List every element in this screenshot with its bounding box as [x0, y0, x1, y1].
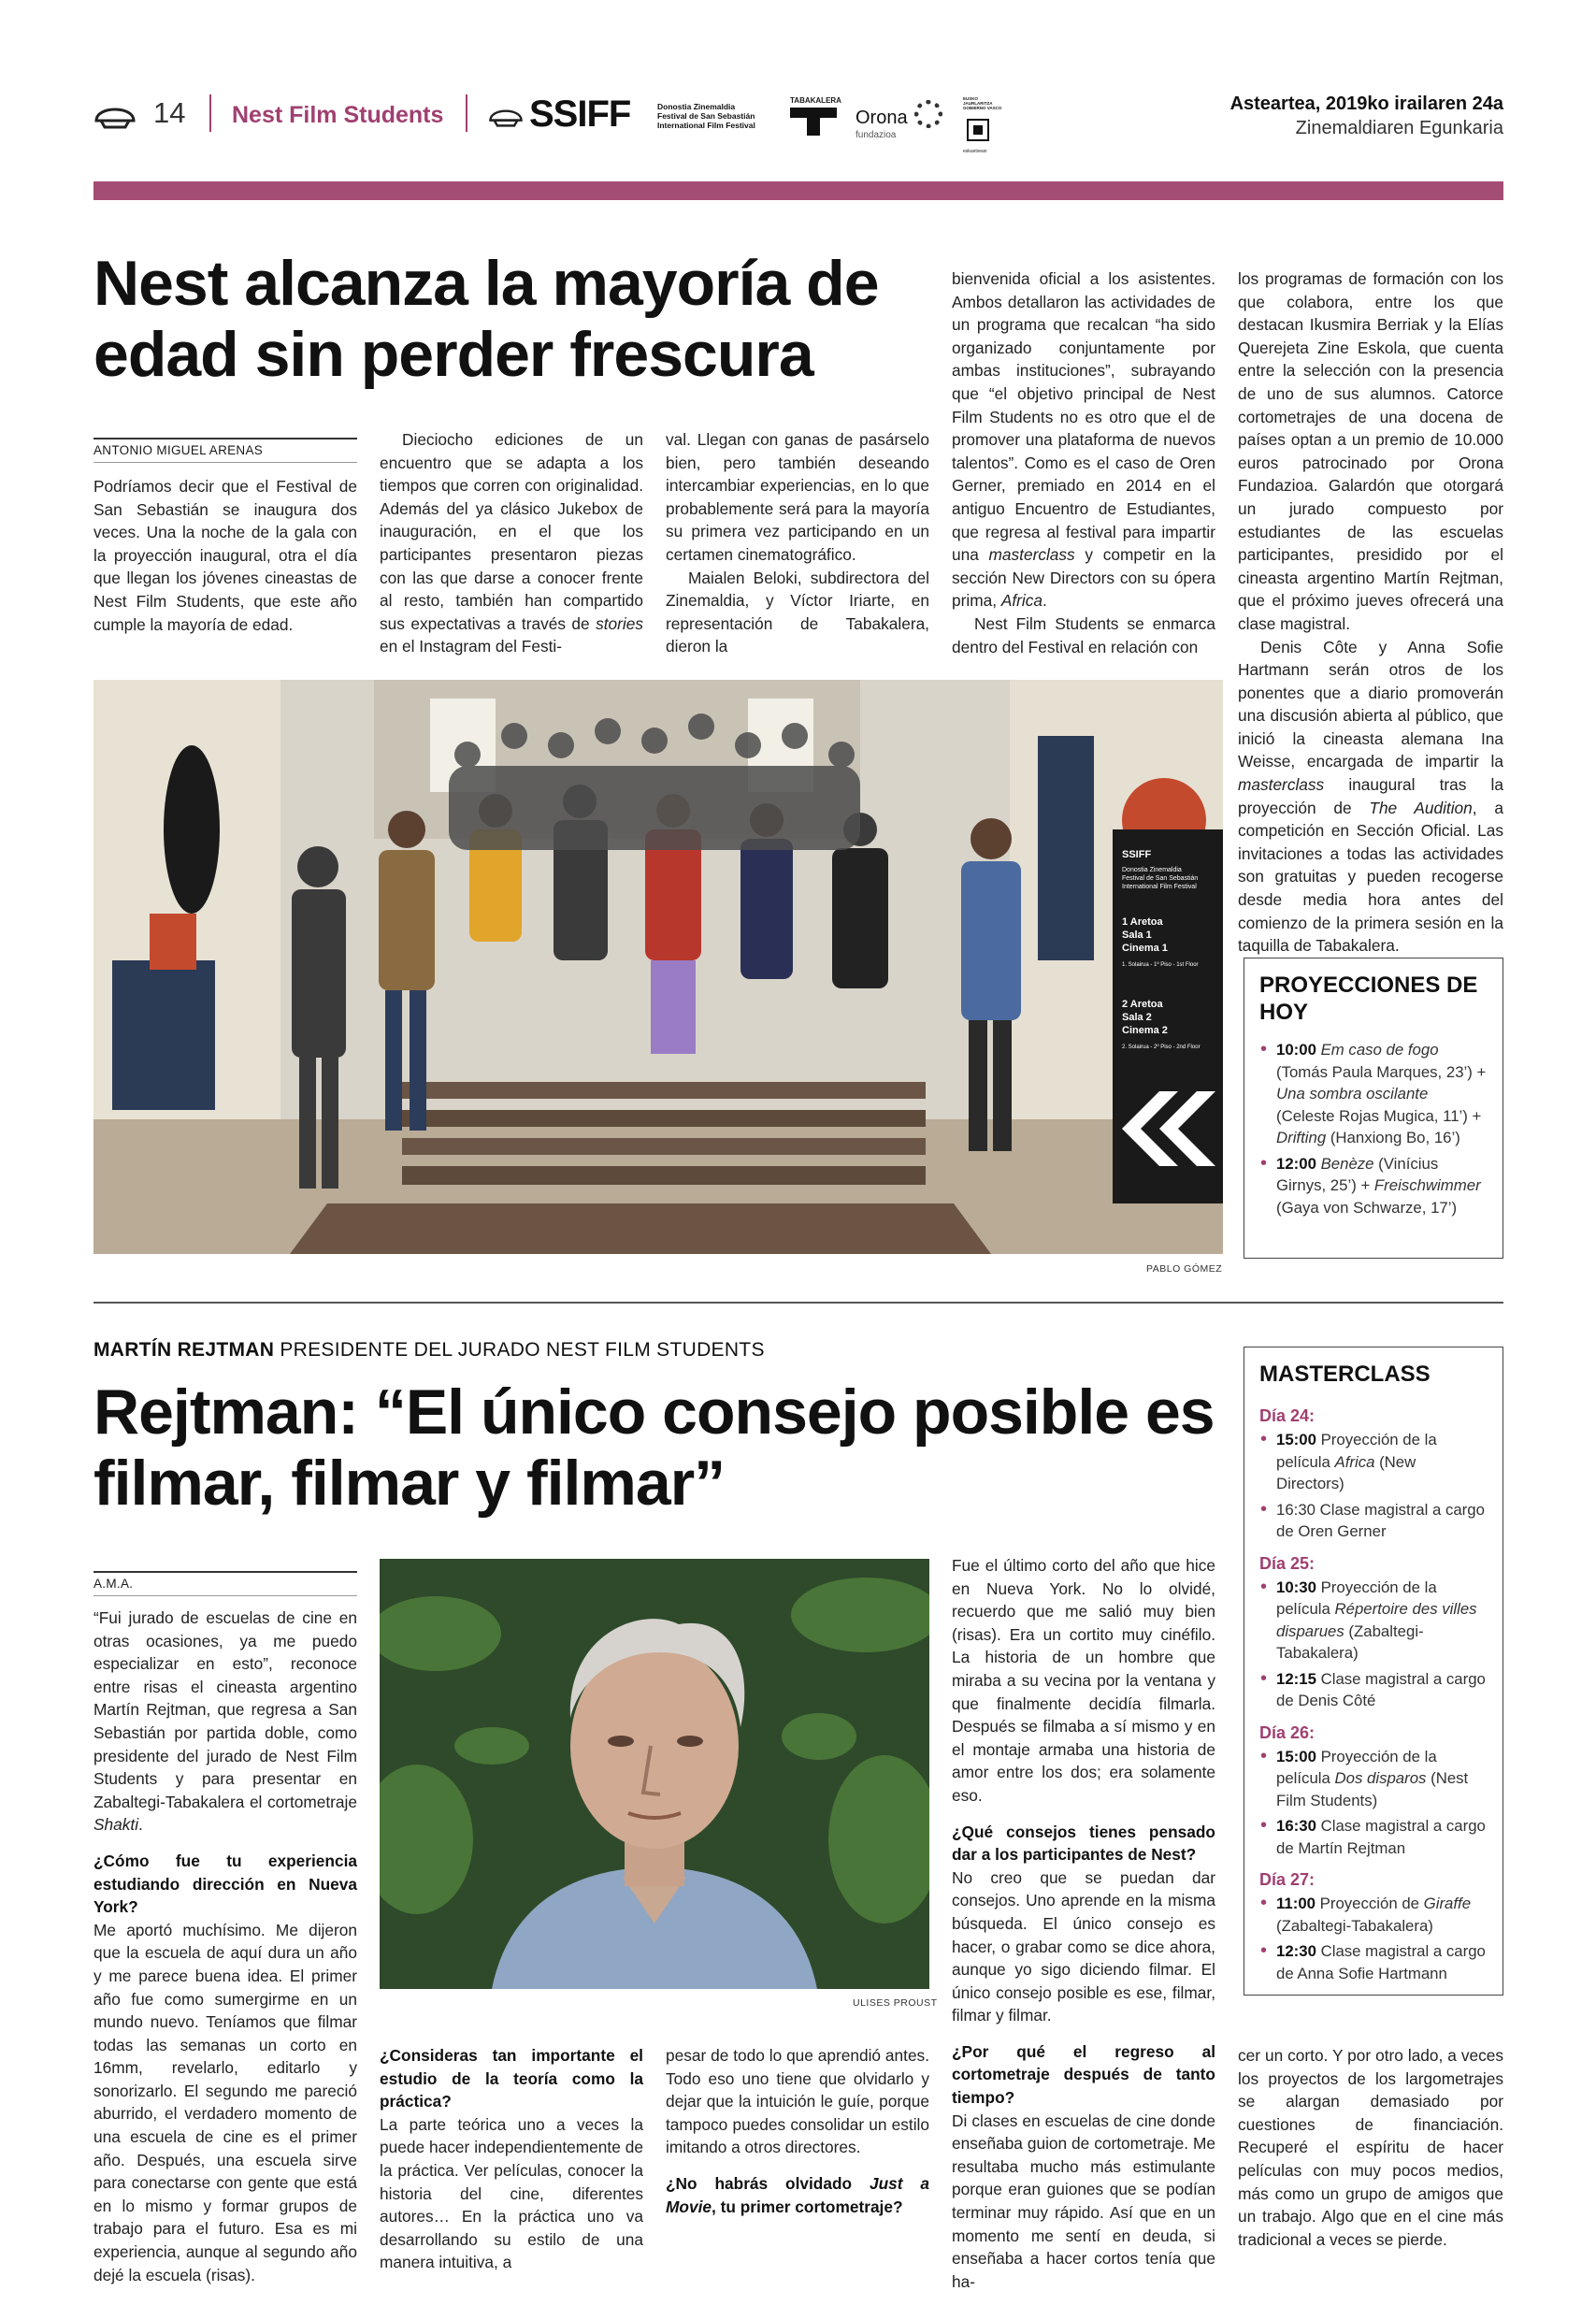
session-item: • 12:30 Clase magistral a cargo de Anna Sofie Hartmann	[1259, 1940, 1488, 1984]
orona-logo: Orona fundazioa	[856, 98, 944, 139]
svg-text:1. Solairua - 1º Piso - 1st Fl: 1. Solairua - 1º Piso - 1st Floor	[1122, 962, 1199, 968]
svg-text:Sala 1: Sala 1	[1122, 929, 1152, 941]
svg-text:Donostia Zinemaldia: Donostia Zinemaldia	[1122, 867, 1182, 873]
interview-column-4: Fue el último corto del año que hice en Nueva York. No lo olvidé, recuerdo que me salió muy bien (risas). Era un cortito muy cinéfilo. La historia de un hombre que miraba a su vecina por la ventana y que finalmente decidía filmarla. Después se filmaba a sí mismo y en el montaje armaba una historia de amor entre los dos; era solamente eso. ¿Qué consejos tienes pensado dar a los participantes de Nest? No creo que se puedan dar consejos. Uno aprende en la misma búsqueda. El único consejo es hacer, o grabar como se dice ahora, aunque yo sigo diciendo filmar. El único consejo posible es ese, filmar, filmar y filmar. ¿Por qué el regreso al cortometraje después de tanto tiempo? Di clases en escuelas de cine donde enseñaba guion de cortometraje. Me resultaba mucho más estimulante porque eran guiones que se podían terminar muy rápido. Así que en un momento me sentí en deuda, si enseñaba a hacer cortos tenía que ha-	[952, 1556, 1215, 2291]
section-title: Nest Film Students	[232, 102, 444, 128]
day-sessions	[1259, 1577, 1488, 1712]
item-time: 15:00	[1276, 1431, 1321, 1448]
svg-text:2. Solairua - 2º Piso - 2nd Fl: 2. Solairua - 2º Piso - 2nd Floor	[1122, 1045, 1201, 1050]
svg-text:Cinema 1: Cinema 1	[1122, 943, 1168, 954]
svg-text:1 Aretoa: 1 Aretoa	[1122, 916, 1163, 928]
byline: A.M.A.	[93, 1571, 357, 1596]
session-item: • 12:15 Clase magistral a cargo de Denis Côté	[1259, 1668, 1488, 1712]
issue-date: Asteartea, 2019ko irailaren 24a	[1229, 94, 1503, 114]
divider	[209, 94, 211, 132]
paper-name: Zinemaldiaren Egunkaria	[1295, 118, 1503, 138]
interview-column-3: pesar de todo lo que aprendió antes. Todo eso uno tiene que olvidarlo y dejar que la intuición le guíe, porque tampoco puedes consolidar un estilo imitando a otros directores. ¿No habrás olvidado Just a Movie, tu primer cortometraje?	[666, 2046, 929, 2216]
svg-text:Sala 2: Sala 2	[1122, 1012, 1152, 1023]
article-column-4: bienvenida oficial a los asistentes. Ambos detallaron las actividades de un programa que recalcan “ha sido organizado conjuntamente por ambas instituciones”, subrayando que “el objetivo principal de Nest Film Students no es otro que el de promover una plataforma de nuevos talentos”. Como es el caso de Oren Gerner, premiado en 2014 en el antiguo Encuentro de Estudiantes, que regresa al festival para impartir una masterclass y competir en la sección New Directors con su ópera prima, Africa. Nest Film Students se enmarca dentro del Festival en relación con	[952, 269, 1215, 656]
group-photo	[93, 680, 1223, 1254]
festival-logo: SSIFF	[529, 94, 631, 135]
sidebar-title: MASTERCLASS	[1259, 1362, 1431, 1387]
screening-item: • 12:00 Benèze (Vinícius Girnys, 25’) + Freischwimmer (Gaya von Schwarze, 17’)	[1259, 1153, 1488, 1219]
session-item: • 11:00 Proyección de Giraffe (Zabaltegi-Tabakalera)	[1259, 1893, 1488, 1937]
item-time: 10:30	[1276, 1578, 1321, 1596]
item-time: 12:30	[1276, 1942, 1321, 1960]
screenings-sidebar	[1244, 958, 1503, 1259]
screening-item: • 10:00 Em caso de fogo (Tomás Paula Marques, 23’) + Una sombra oscilante (Celeste Rojas Mugica, 11’) + Drifting (Hanxiong Bo, 16’)	[1259, 1039, 1488, 1149]
item-time: 11:00	[1276, 1895, 1320, 1912]
session-item: • 15:00 Proyección de la película Dos disparos (Nest Film Students)	[1259, 1746, 1488, 1812]
photo-credit: ULISES PROUST	[853, 1997, 938, 2009]
government-logo: EUSKO JAURLARITZA GOBIERNO VASCO eskuetxean	[963, 96, 1002, 154]
shell-logo-icon	[488, 100, 524, 128]
photo-credit: PABLO GÓMEZ	[1146, 1263, 1223, 1275]
session-item: • 10:30 Proyección de la película Répertoire des villes disparues (Zabaltegi-Tabakalera)	[1259, 1577, 1488, 1664]
session-item: • 16:30 Clase magistral a cargo de Martín Rejtman	[1259, 1815, 1488, 1859]
day-label: Día 25:	[1259, 1553, 1316, 1573]
day-label: Día 24:	[1259, 1406, 1316, 1425]
day-label: Día 27:	[1259, 1870, 1316, 1889]
day-sessions	[1259, 1893, 1488, 1984]
header-color-band	[93, 181, 1503, 200]
article-kicker: MARTÍN REJTMAN PRESIDENTE DEL JURADO NEST FILM STUDENTS	[93, 1339, 765, 1361]
session-item: • 15:00 Proyección de la película Africa (New Directors)	[1259, 1429, 1488, 1495]
session-item: • 16:30 Clase magistral a cargo de Oren Gerner	[1259, 1499, 1488, 1543]
page-header	[93, 89, 1503, 178]
section-divider	[93, 1302, 1503, 1304]
sidebar-title: PROYECCIONES DE HOY	[1259, 973, 1478, 1025]
sign-logo: SSIFF	[1122, 849, 1152, 860]
tabakalera-logo: TABAKALERA	[790, 96, 837, 137]
page-number: 14	[153, 96, 186, 129]
article-column-3: val. Llegan con ganas de pasárselo bien, pero también deseando intercambiar experiencias, en lo que probablemente será para la mayoría su primera vez participando en un certamen cinematográfico. Maialen Beloki, subdirectora del Zinemaldia, y Víctor Iriarte, en representación de Tabakalera, dieron la	[666, 430, 929, 656]
item-time: 12:15	[1276, 1669, 1321, 1688]
interview-column-5: cer un corto. Y por otro lado, a veces los proyectos de los largometrajes se alargan demasiado por cuestiones de financiación. Recuperé el espíritu de hacer películas con muy pocos medios, más como un grupo de amigos que un trabajo. Algo que en el cine más tradicional a veces se pierde.	[1238, 2046, 1503, 2249]
item-time: 10:00	[1276, 1041, 1321, 1059]
byline: ANTONIO MIGUEL ARENAS	[93, 438, 357, 463]
day-sessions	[1259, 1746, 1488, 1860]
svg-text:Cinema 2: Cinema 2	[1122, 1025, 1168, 1036]
shell-logo-icon	[93, 96, 137, 130]
screenings-list	[1259, 1039, 1488, 1218]
item-time: 12:00	[1276, 1154, 1321, 1173]
svg-text:Festival de San Sebastián: Festival de San Sebastián	[1122, 875, 1199, 882]
portrait-photo	[380, 1559, 929, 1989]
item-time: 16:30	[1276, 1817, 1321, 1835]
festival-subtitle: Donostia Zinemaldia Festival de San Sebastián International Film Festival	[657, 102, 755, 130]
svg-text:International Film Festival: International Film Festival	[1122, 884, 1197, 890]
article-column-5: los programas de formación con los que colabora, entre los que destacan Ikusmira Berriak y la Elías Querejeta Zine Eskola, que cuenta entre la selección con la presencia de uno de sus alumnos. Catorce cortometrajes de una docena de países optan a un premio de 10.000 euros patrocinado por Orona Fundazioa. Galardón que otorgará un jurado compuesto por estudiantes de las escuelas participantes, presidido por el cineasta argentino Martín Rejtman, que el próximo jueves ofrecerá una clase magistral. Denis Côte y Anna Sofie Hartmann serán otros de los ponentes que a diario promoverán una discusión abierta al público, que inició la cineasta alemana Ina Weisse, encargada de impartir la masterclass inaugural tras la proyección de The Audition, a competición en Sección Oficial. Las invitaciones a todas las actividades son gratuitas y pueden recogerse desde media hora antes del comienzo de la primera sesión en la taquilla de Tabakalera.	[1238, 269, 1503, 956]
masterclass-sidebar	[1244, 1347, 1503, 1996]
svg-text:2 Aretoa: 2 Aretoa	[1122, 999, 1163, 1010]
item-time: 15:00	[1276, 1747, 1321, 1765]
article-headline: Nest alcanza la mayoría de edad sin perder frescura	[93, 248, 879, 390]
article-column-2: Dieciocho ediciones de un encuentro que se adapta a los tiempos que corren con originalidad. Además del ya clásico Jukebox de inauguración, en el que los participantes presentaron piezas con las que darse a conocer frente al resto, también han compartido sus expectativas a través de stories en el Instagram del Festi-	[380, 430, 643, 656]
day-label: Día 26:	[1259, 1722, 1316, 1742]
masterclass-schedule	[1259, 1405, 1488, 1984]
day-sessions	[1259, 1429, 1488, 1543]
interview-column-1: “Fui jurado de escuelas de cine en otras ocasiones, ya me puedo especializar en esto”, reconoce entre risas el cineasta argentino Martín Rejtman, que regresa a San Sebastián por partida doble, como presidente del jurado de Nest Film Students y para presentar en Zabaltegi-Tabakalera el cortometraje Shakti. ¿Cómo fue tu experiencia estudiando dirección en Nueva York? Me aportó muchísimo. Me dijeron que la escuela de aquí dura un año y me parece buena idea. El primer año fue como sumergirme en un mundo nuevo. Teníamos que filmar todas las semanas un corto en 16mm, revelarlo, editarlo y sonorizarlo. El segundo me pareció aburrido, el verdadero momento de una escuela de cine es el primer año. Después, una escuela sirve para conectarse con gente que está en lo mismo y formar grupos de trabajo para el futuro. Esa es mi experiencia, aunque al segundo año dejé la escuela (risas).	[93, 1608, 357, 2284]
article-headline: Rejtman: “El único consejo posible es filmar, filmar y filmar”	[93, 1376, 1215, 1519]
divider	[466, 94, 467, 132]
interview-column-2: ¿Consideras tan importante el estudio de la teoría como la práctica? La parte teórica uno a veces la puede hacer independientemente de la práctica. Ver películas, conocer la historia del cine, diferentes autores… En la práctica uno va desarrollando su estilo de una manera intuitiva, a	[380, 2046, 643, 2272]
article-column-1: Podríamos decir que el Festival de San Sebastián se inaugura dos veces. Una la noche de la gala con la proyección inaugural, otra el día que llegan los jóvenes cineastas de Nest Film Students, que este año cumple la mayoría de edad.	[93, 477, 357, 634]
